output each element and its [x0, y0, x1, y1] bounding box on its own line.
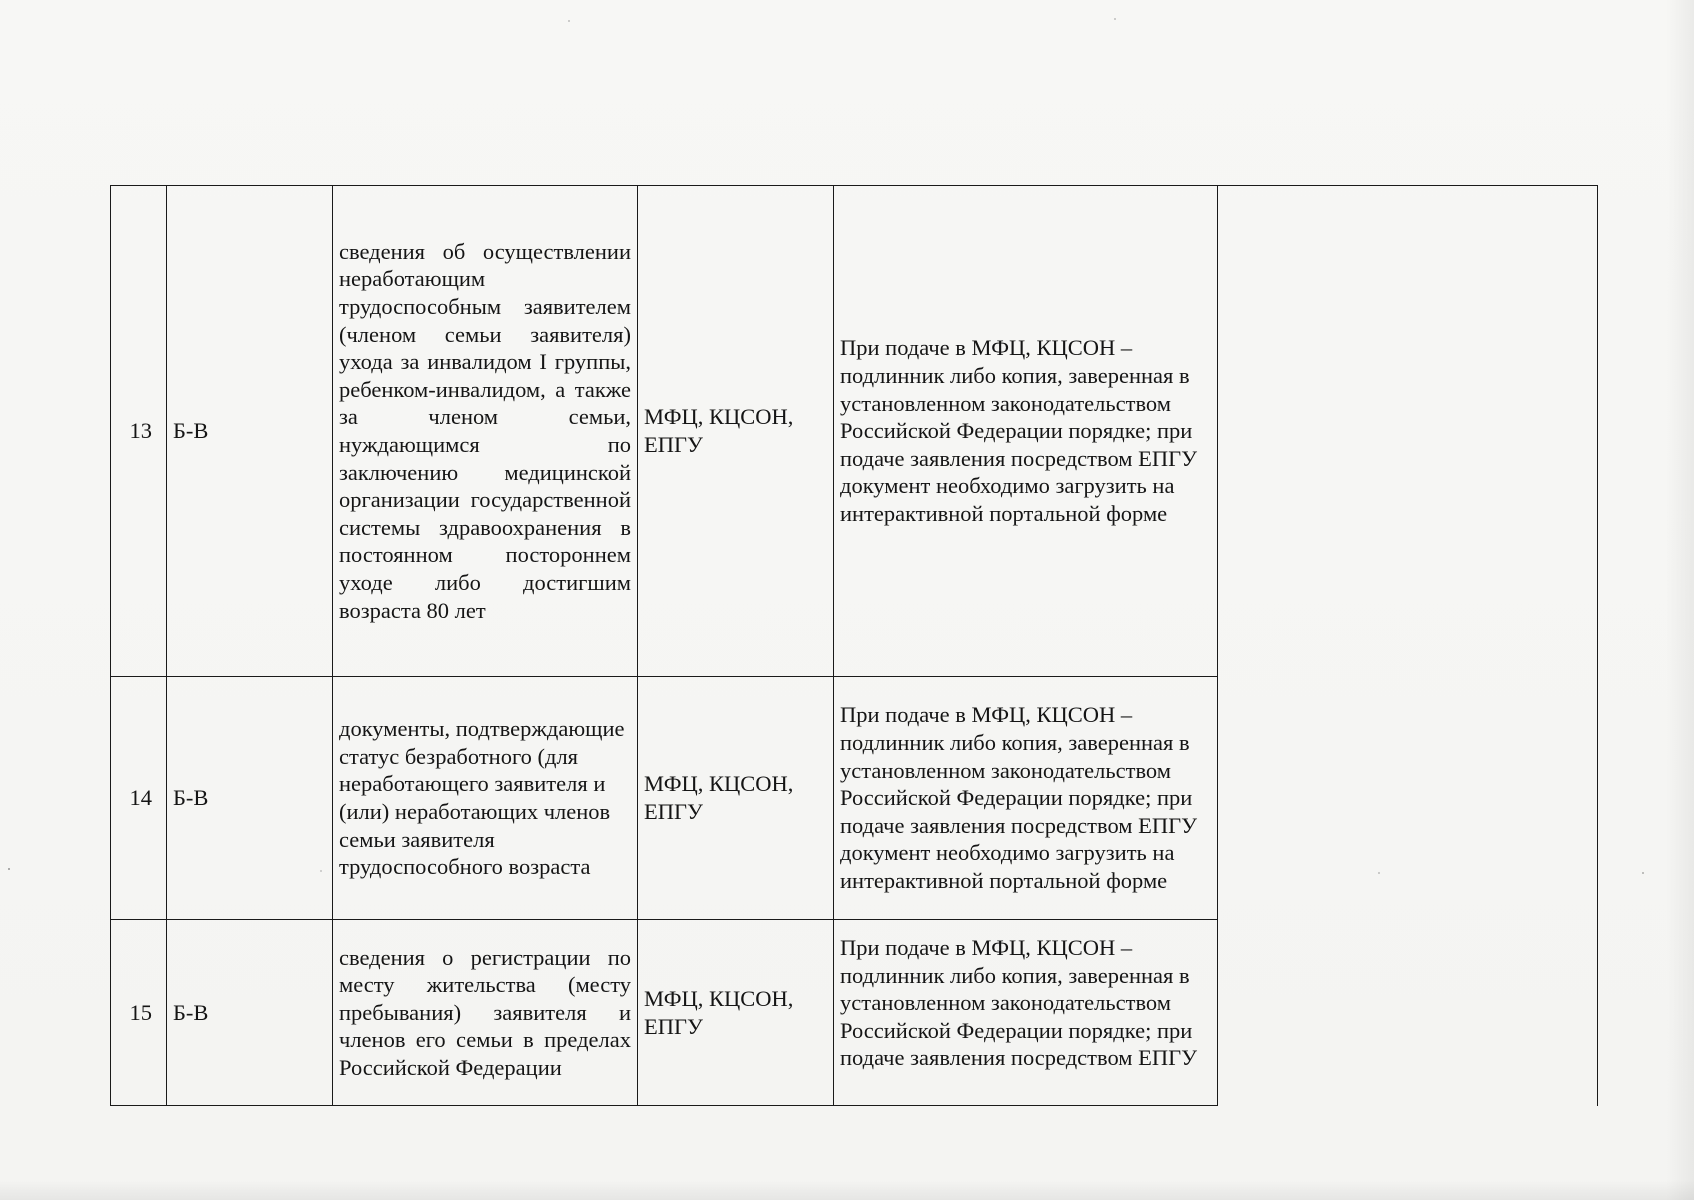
row-document-text: сведения о регистрации по месту жительства (месту пребывания) заявителя и членов его семьи в пределах Российской Федерации: [339, 944, 631, 1080]
documents-table: [110, 185, 1598, 1106]
scan-shadow-right: [1666, 0, 1694, 1200]
row-note-text: При подаче в МФЦ, КЦСОН – подлинник либо копия, заверенная в установленном законодательством Российской Федерации порядке; при подаче заявления посредством ЕПГУ: [840, 935, 1198, 1071]
empty-column-cell: [1218, 186, 1598, 1106]
table-row: [111, 186, 1598, 677]
row-source: МФЦ, КЦСОН, ЕПГУ: [638, 186, 834, 677]
row-note: При подаче в МФЦ, КЦСОН – подлинник либо копия, заверенная в установленном законодательством Российской Федерации порядке; при подаче заявления посредством ЕПГУ документ необходимо загрузить на интерактивной портальной форме: [834, 677, 1218, 920]
row-document: [333, 677, 638, 920]
row-number: 13: [111, 186, 167, 677]
row-number: 15: [111, 920, 167, 1106]
row-category: Б-В: [167, 920, 333, 1106]
scan-speck: [1642, 872, 1644, 874]
row-source: МФЦ, КЦСОН, ЕПГУ: [638, 920, 834, 1106]
row-category: Б-В: [167, 186, 333, 677]
scan-speck: [8, 868, 10, 870]
row-note: При подаче в МФЦ, КЦСОН – подлинник либо копия, заверенная в установленном законодательством Российской Федерации порядке; при подаче заявления посредством ЕПГУ документ необходимо загрузить на интерактивной портальной форме: [834, 186, 1218, 677]
row-note: [834, 920, 1218, 1106]
row-category: Б-В: [167, 677, 333, 920]
row-number: 14: [111, 677, 167, 920]
row-document-text: сведения об осуществлении неработающим трудоспособным заявителем (членом семьи заявителя) ухода за инвалидом I группы, ребенком-инвалидом, а также за членом семьи, нуждающимся по заключению медицинской организации государственной системы здравоохранения в постоянном постороннем уходе либо достигшим возраста 80 лет: [339, 238, 631, 623]
row-source: МФЦ, КЦСОН, ЕПГУ: [638, 677, 834, 920]
row-document: [333, 186, 638, 677]
scan-shadow-bottom: [0, 1180, 1694, 1200]
row-document: [333, 920, 638, 1106]
scan-speck: [568, 20, 570, 22]
row-document-text: документы, подтверждающие статус безработного (для неработающего заявителя и (или) неработающих членов семьи заявителя трудоспособного возраста: [339, 716, 625, 880]
scan-speck: [1114, 18, 1116, 20]
